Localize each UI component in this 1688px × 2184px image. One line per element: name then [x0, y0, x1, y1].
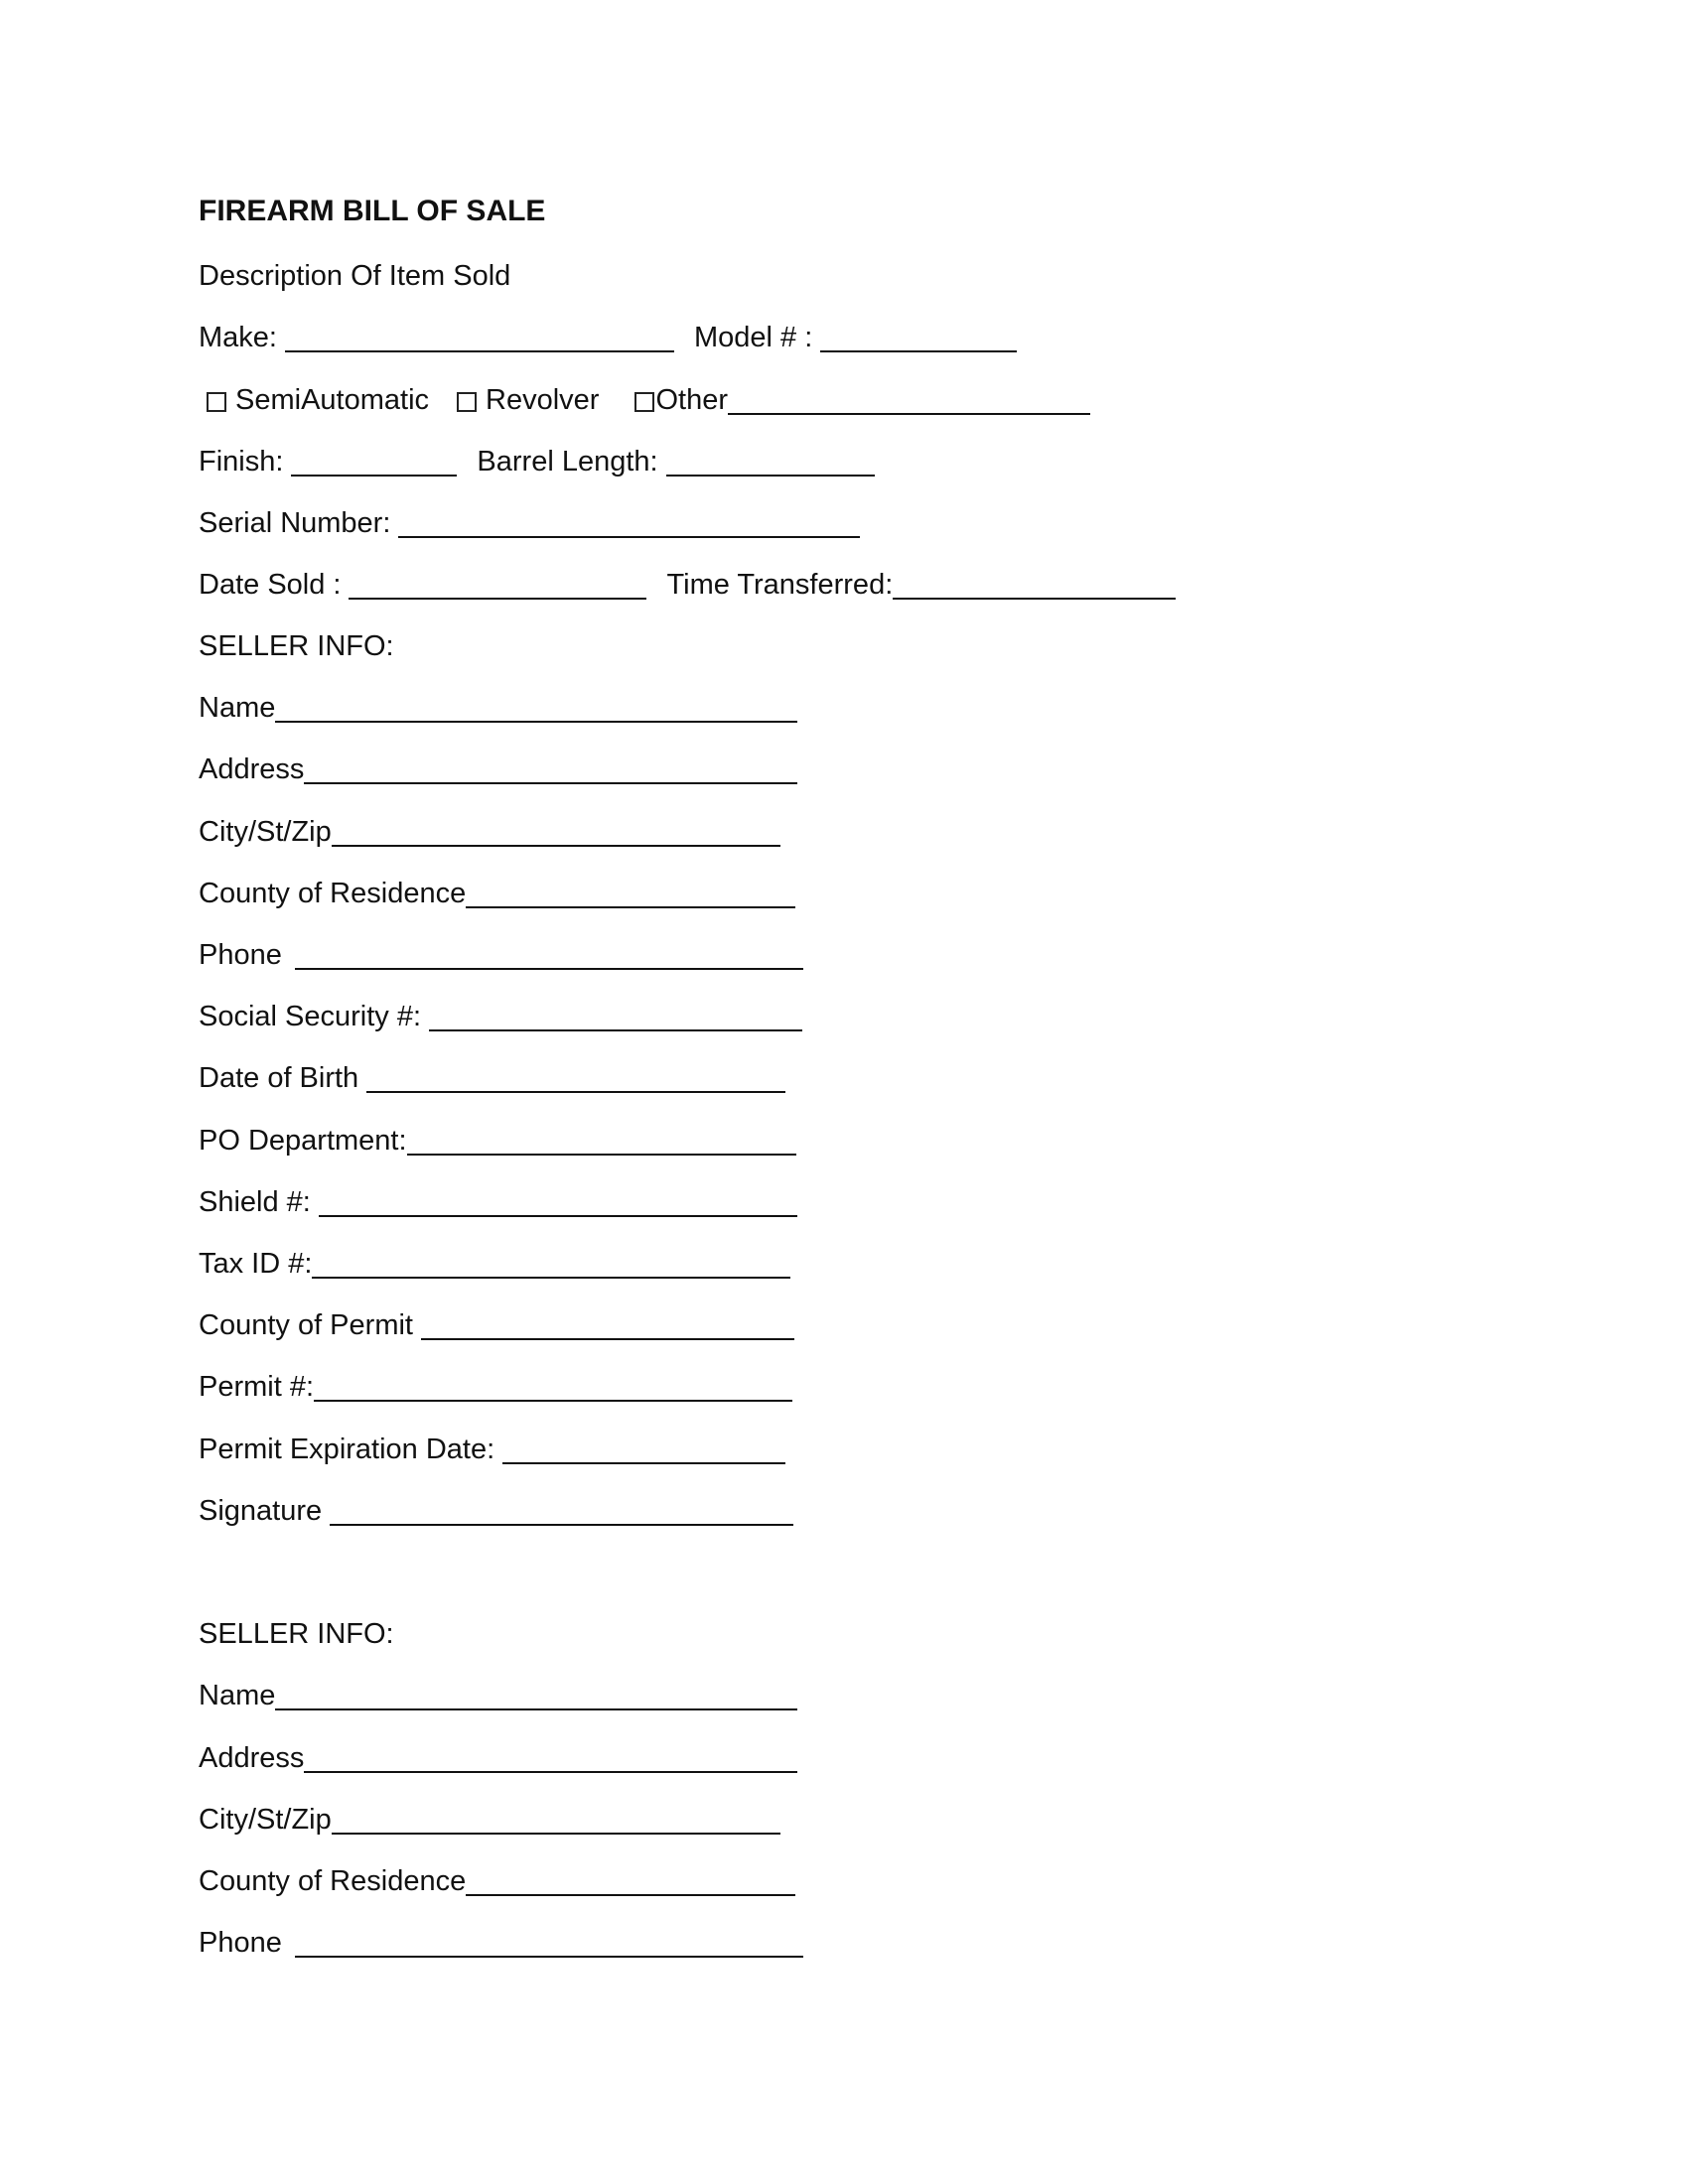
semiautomatic-checkbox[interactable]	[207, 392, 226, 412]
seller-address-field[interactable]	[304, 752, 797, 784]
revolver-checkbox[interactable]	[457, 392, 477, 412]
seller-dob-field[interactable]	[366, 1061, 785, 1093]
seller-po-row: PO Department:	[199, 1121, 796, 1160]
seller-signature-field[interactable]	[330, 1494, 793, 1526]
seller-ssn-field[interactable]	[429, 1000, 802, 1031]
seller-po-field[interactable]	[407, 1124, 796, 1156]
model-label: Model # :	[693, 322, 813, 353]
seller-shield-field[interactable]	[319, 1185, 797, 1217]
serial-number-label: Serial Number:	[199, 507, 391, 539]
seller-name-row: Name	[199, 688, 797, 728]
seller2-city-field[interactable]	[332, 1803, 780, 1835]
seller-permit-exp-row: Permit Expiration Date:	[199, 1430, 785, 1469]
seller2-county-field[interactable]	[466, 1864, 795, 1896]
make-label: Make:	[199, 322, 277, 353]
seller-phone-field[interactable]	[295, 938, 803, 970]
seller-name-field[interactable]	[275, 691, 797, 723]
make-field[interactable]	[285, 321, 674, 352]
seller-info-heading-2: SELLER INFO:	[199, 1618, 394, 1650]
seller-city-field[interactable]	[332, 815, 780, 847]
seller-city-row: City/St/Zip	[199, 812, 780, 852]
seller-permit-row: Permit #:	[199, 1367, 792, 1407]
barrel-length-field[interactable]	[666, 445, 875, 477]
document-title: FIREARM BILL OF SALE	[199, 195, 546, 227]
serial-row	[199, 503, 860, 543]
other-checkbox[interactable]	[634, 392, 654, 412]
seller2-name-row: Name	[199, 1676, 797, 1715]
time-transferred-field[interactable]	[893, 568, 1176, 600]
seller-dob-row: Date of Birth	[199, 1058, 785, 1098]
seller2-name-field[interactable]	[275, 1679, 797, 1710]
date-sold-label: Date Sold :	[199, 569, 342, 601]
other-field[interactable]	[728, 383, 1090, 415]
description-heading: Description Of Item Sold	[199, 260, 511, 292]
serial-number-field[interactable]	[398, 506, 860, 538]
finish-field[interactable]	[291, 445, 457, 477]
seller-shield-row: Shield #:	[199, 1182, 797, 1222]
seller-county-field[interactable]	[466, 877, 795, 908]
seller-address-row: Address	[199, 750, 797, 789]
revolver-label: Revolver	[486, 384, 600, 416]
make-model-row	[199, 318, 1017, 357]
seller-phone-row: Phone	[199, 935, 803, 975]
seller-info-heading: SELLER INFO:	[199, 630, 394, 662]
finish-barrel-row	[199, 442, 875, 481]
seller-ssn-row: Social Security #:	[199, 997, 802, 1036]
seller2-city-row: City/St/Zip	[199, 1800, 780, 1840]
seller-county-row: County of Residence	[199, 874, 795, 913]
seller2-phone-field[interactable]	[295, 1926, 803, 1958]
date-time-row	[199, 565, 1176, 605]
model-field[interactable]	[820, 321, 1017, 352]
seller2-address-row: Address	[199, 1738, 797, 1778]
seller2-phone-row: Phone	[199, 1923, 803, 1963]
seller-permit-exp-field[interactable]	[502, 1433, 785, 1464]
firearm-type-row	[207, 380, 1090, 420]
seller-permit-field[interactable]	[314, 1370, 792, 1402]
semiautomatic-label: SemiAutomatic	[235, 384, 430, 416]
seller-county-permit-field[interactable]	[421, 1308, 794, 1340]
other-label: Other	[655, 384, 728, 416]
barrel-length-label: Barrel Length:	[477, 446, 658, 478]
seller-taxid-field[interactable]	[312, 1247, 790, 1279]
seller-signature-row: Signature	[199, 1491, 793, 1531]
date-sold-field[interactable]	[349, 568, 646, 600]
time-transferred-label: Time Transferred:	[666, 569, 894, 601]
seller-county-permit-row: County of Permit	[199, 1305, 794, 1345]
seller2-county-row: County of Residence	[199, 1861, 795, 1901]
seller-taxid-row: Tax ID #:	[199, 1244, 790, 1284]
finish-label: Finish:	[199, 446, 284, 478]
seller2-address-field[interactable]	[304, 1741, 797, 1773]
